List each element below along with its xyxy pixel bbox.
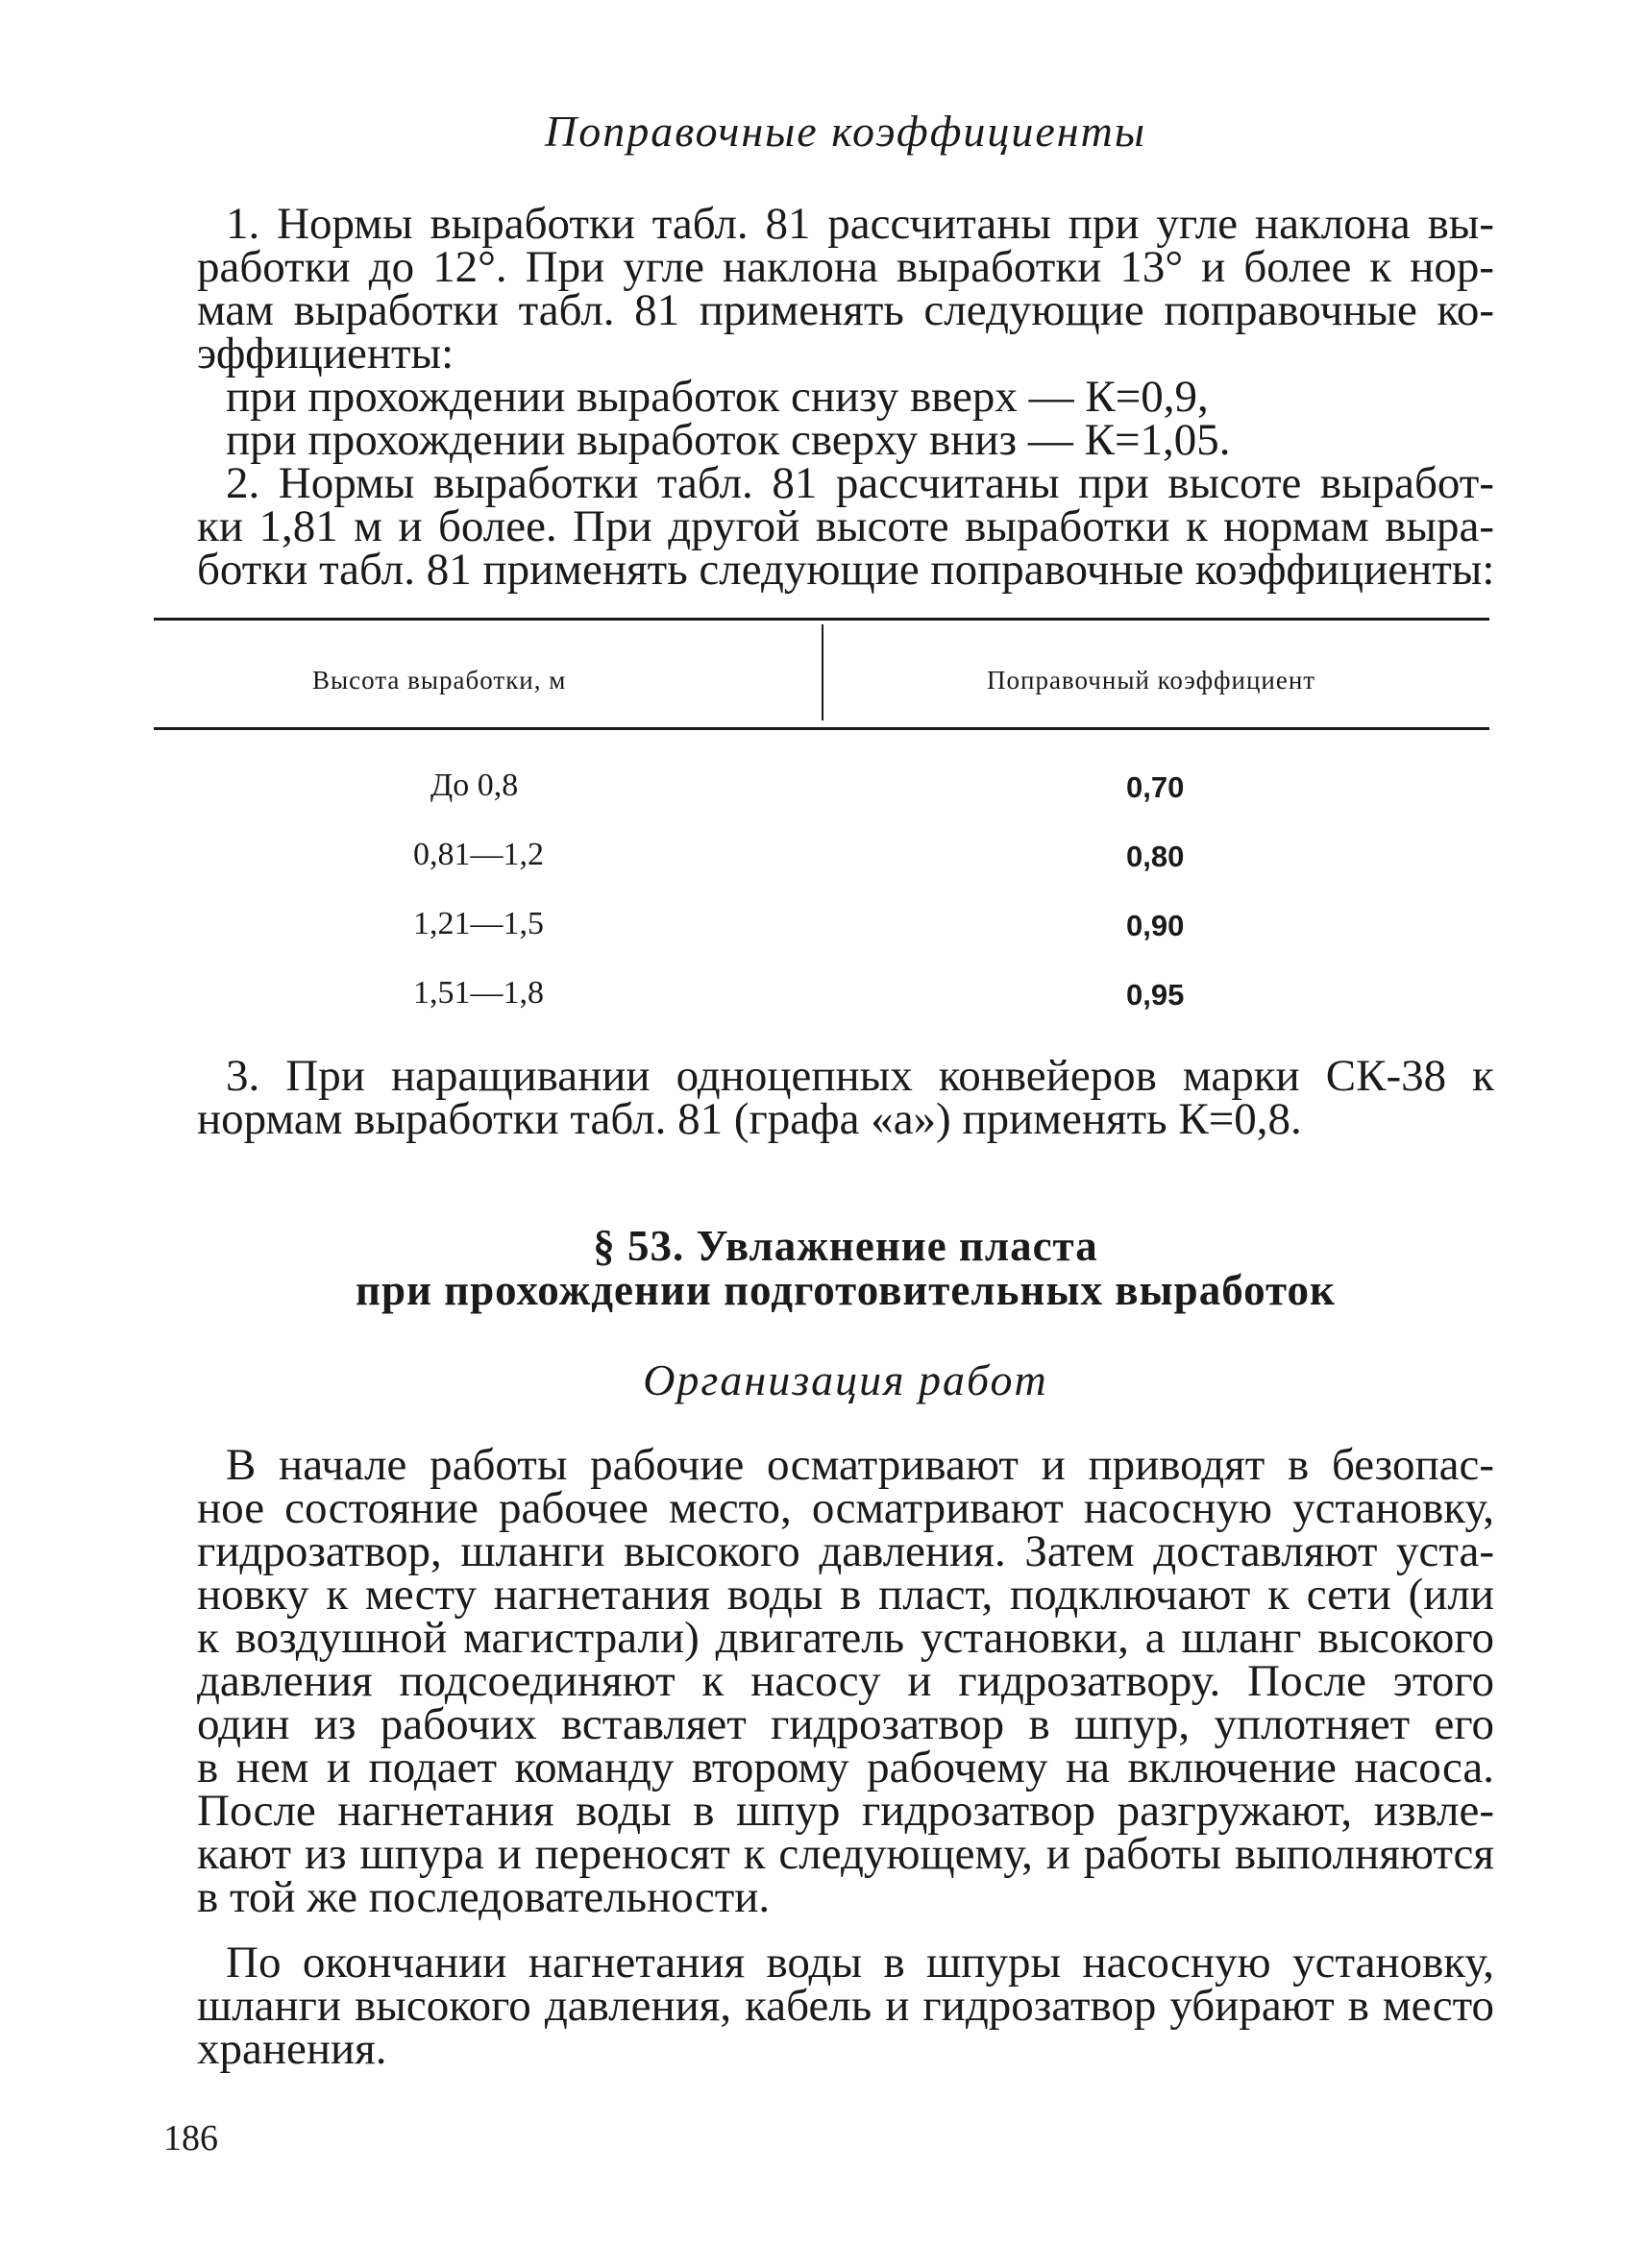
paragraph-line: к воздушной магистрали) двигатель установки, а шланг высокого: [197, 1613, 1494, 1663]
table-cell-coef: 0,80: [1126, 840, 1185, 873]
paragraph-line: ботки табл. 81 применять следующие поправочные коэффициенты:: [197, 545, 1495, 595]
paragraph-line: в той же последовательности.: [197, 1872, 771, 1922]
paragraph-line: шланги высокого давления, кабель и гидрозатвор убирают в место: [197, 1981, 1494, 2031]
paragraph-line: при прохождении выработок снизу вверх — К=0,9,: [226, 372, 1209, 422]
section-subheading: Организация работ: [643, 1355, 1048, 1404]
paragraph-line: один из рабочих вставляет гидрозатвор в шпур, уплотняет его: [197, 1699, 1494, 1749]
paragraph-line: работки до 12°. При угле наклона выработки 13° и более к нор-: [197, 242, 1494, 292]
paragraph-line: давления подсоединяют к насосу и гидрозатвору. После этого: [197, 1656, 1494, 1706]
section-title-line1: § 53. Увлажнение пласта: [593, 1222, 1098, 1270]
table-cell-height: 1,51—1,8: [413, 975, 544, 1011]
correction-heading: Поправочные коэффициенты: [545, 107, 1146, 156]
paragraph-line: в нем и подает команду второму рабочему на включение насоса.: [197, 1743, 1494, 1792]
table-cell-coef: 0,95: [1126, 978, 1185, 1012]
table-cell-coef: 0,70: [1126, 770, 1185, 804]
paragraph-line: хранения.: [197, 2024, 387, 2074]
paragraph-line: новку к месту нагнетания воды в пласт, подключают к сети (или: [197, 1570, 1494, 1620]
paragraph-line: при прохождении выработок сверху вниз — К=1,05.: [226, 415, 1231, 465]
table-column-divider: [822, 624, 823, 720]
paragraph-line: гидрозатвор, шланги высокого давления. Затем доставляют уста-: [197, 1526, 1494, 1576]
paragraph-line: 1. Нормы выработки табл. 81 рассчитаны при угле наклона вы-: [226, 199, 1494, 249]
table-header-rule: [154, 727, 1489, 730]
paragraph-line: 3. При наращивании одноцепных конвейеров марки СК-38 к: [226, 1051, 1494, 1101]
table-cell-coef: 0,90: [1126, 909, 1185, 942]
paragraph-line: мам выработки табл. 81 применять следующие поправочные ко-: [197, 285, 1494, 335]
table-header-coefficient: Поправочный коэффициент: [987, 666, 1316, 695]
table-header-height: Высота выработки, м: [312, 666, 567, 695]
table-top-rule: [154, 618, 1489, 621]
paragraph-line: нормам выработки табл. 81 (графа «а») применять К=0,8.: [197, 1094, 1302, 1144]
page-number: 186: [163, 2118, 218, 2158]
section-title-line2: при прохождении подготовительных выработок: [356, 1266, 1336, 1314]
paragraph-line: По окончании нагнетания воды в шпуры насосную установку,: [226, 1938, 1494, 1988]
table-cell-height: До 0,8: [430, 768, 519, 803]
paragraph-line: В начале работы рабочие осматривают и приводят в безопас-: [226, 1440, 1494, 1490]
paragraph-line: эффициенты:: [197, 329, 454, 378]
paragraph-line: После нагнетания воды в шпур гидрозатвор разгружают, извле-: [197, 1786, 1494, 1836]
table-cell-height: 1,21—1,5: [413, 906, 544, 941]
paragraph-line: кают из шпура и переносят к следующему, и работы выполняются: [197, 1829, 1494, 1879]
paragraph-line: 2. Нормы выработки табл. 81 рассчитаны при высоте выработ-: [226, 458, 1494, 508]
paragraph-line: ки 1,81 м и более. При другой высоте выработки к нормам выра-: [197, 501, 1494, 551]
table-cell-height: 0,81—1,2: [413, 837, 544, 872]
paragraph-line: ное состояние рабочее место, осматривают насосную установку,: [197, 1483, 1494, 1533]
